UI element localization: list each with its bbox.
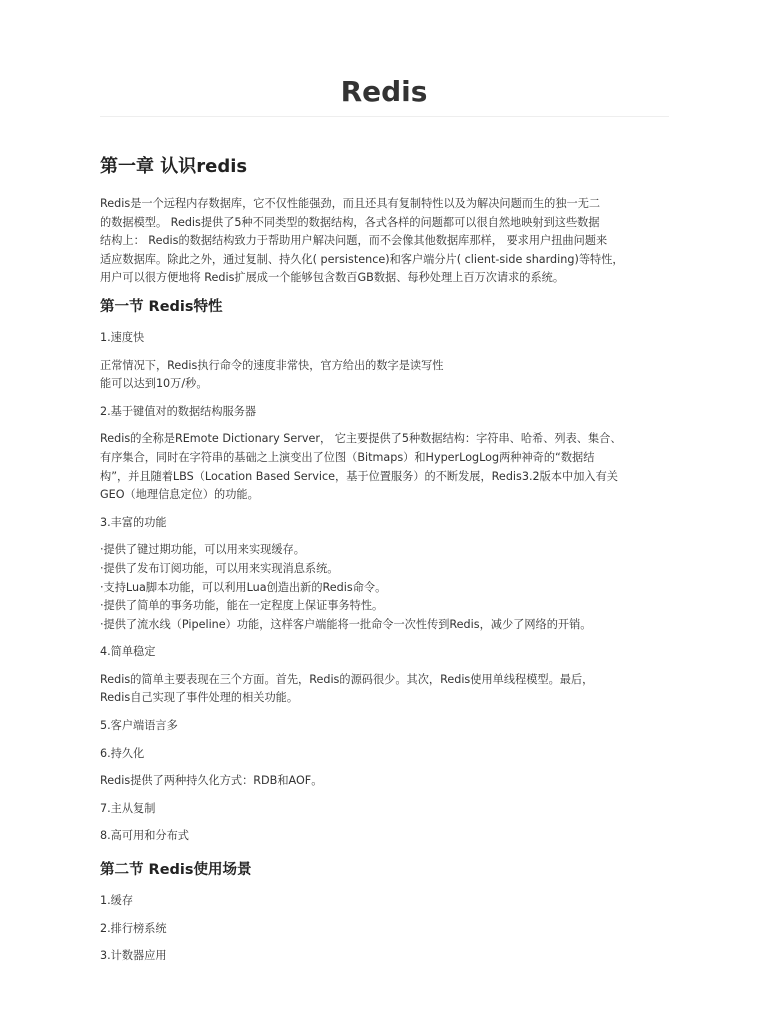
list-item: ·提供了发布订阅功能，可以用来实现消息系统。 bbox=[100, 561, 339, 575]
chapter-heading: 第一章 认识redis bbox=[100, 156, 248, 177]
feature-text bbox=[100, 671, 675, 708]
feature-heading: 1.速度快 bbox=[100, 330, 145, 344]
section-heading: 第一节 Redis特性 bbox=[100, 298, 223, 315]
text-line: 有序集合，同时在字符串的基础之上演变出了位图（Bitmaps）和HyperLogLog两种神奇的“数据结 bbox=[100, 450, 595, 464]
text-line: Redis的全称是REmote Dictionary Server， 它主要提供了5种数据结构：字符串、哈希、列表、集合、 bbox=[100, 432, 622, 446]
use-case-item: 1.缓存 bbox=[100, 894, 134, 908]
list-item: ·提供了流水线（Pipeline）功能，这样客户端能将一批命令一次性传到Redis，减少了网络的开销。 bbox=[100, 617, 592, 631]
feature-heading: 8.高可用和分布式 bbox=[100, 829, 189, 843]
text-line: 用户可以很方便地将 Redis扩展成一个能够包含数百GB数据、每秒处理上百万次请求的系统。 bbox=[100, 271, 565, 285]
feature-heading: 6.持久化 bbox=[100, 746, 145, 760]
text-line: 结构上： Redis的数据结构致力于帮助用户解决问题，而不会像其他数据库那样， 要求用户扭曲问题来 bbox=[100, 234, 608, 248]
list-item: ·支持Lua脚本功能，可以利用Lua创造出新的Redis命令。 bbox=[100, 580, 387, 594]
text-line: Redis是一个远程内存数据库，它不仅性能强劲，而且还具有复制特性以及为解决问题而生的独一无二 bbox=[100, 197, 601, 210]
document-title: Redis bbox=[340, 75, 428, 108]
feature-heading: 5.客户端语言多 bbox=[100, 719, 178, 733]
text-line: Redis自己实现了事件处理的相关功能。 bbox=[100, 691, 299, 705]
list-item: ·提供了简单的事务功能，能在一定程度上保证事务特性。 bbox=[100, 599, 384, 613]
feature-list bbox=[100, 541, 675, 634]
text-line: 构”，并且随着LBS（Location Based Service，基于位置服务）的不断发展，Redis3.2版本中加入有关 bbox=[100, 469, 618, 483]
feature-heading: 2.基于键值对的数据结构服务器 bbox=[100, 404, 257, 418]
text-line: 正常情况下，Redis执行命令的速度非常快，官方给出的数字是读写性 bbox=[100, 358, 444, 372]
feature-text bbox=[100, 430, 675, 504]
list-item: ·提供了键过期功能，可以用来实现缓存。 bbox=[100, 543, 305, 557]
use-case-item: 2.排行榜系统 bbox=[100, 921, 167, 935]
text-line: 的数据模型。 Redis提供了5种不同类型的数据结构，各式各样的问题都可以很自然地映射到这些数据 bbox=[100, 215, 600, 229]
title-divider bbox=[100, 116, 669, 117]
text-line: 能可以达到10万/秒。 bbox=[100, 377, 208, 391]
feature-text: Redis提供了两种持久化方式：RDB和AOF。 bbox=[100, 774, 323, 788]
chapter-intro bbox=[100, 195, 675, 288]
section-heading: 第二节 Redis使用场景 bbox=[100, 862, 252, 879]
feature-heading: 3.丰富的功能 bbox=[100, 515, 167, 529]
use-case-item: 3.计数器应用 bbox=[100, 949, 167, 963]
feature-heading: 4.简单稳定 bbox=[100, 645, 156, 659]
text-line: GEO（地理信息定位）的功能。 bbox=[100, 488, 259, 502]
feature-heading: 7.主从复制 bbox=[100, 801, 156, 815]
text-line: 适应数据库。除此之外，通过复制、持久化( persistence)和客户端分片( client-side sharding)等特性， bbox=[100, 252, 624, 266]
text-line: Redis的简单主要表现在三个方面。首先，Redis的源码很少。其次，Redis使用单线程模型。最后， bbox=[100, 672, 594, 686]
document-body bbox=[100, 154, 675, 975]
feature-text bbox=[100, 357, 675, 394]
